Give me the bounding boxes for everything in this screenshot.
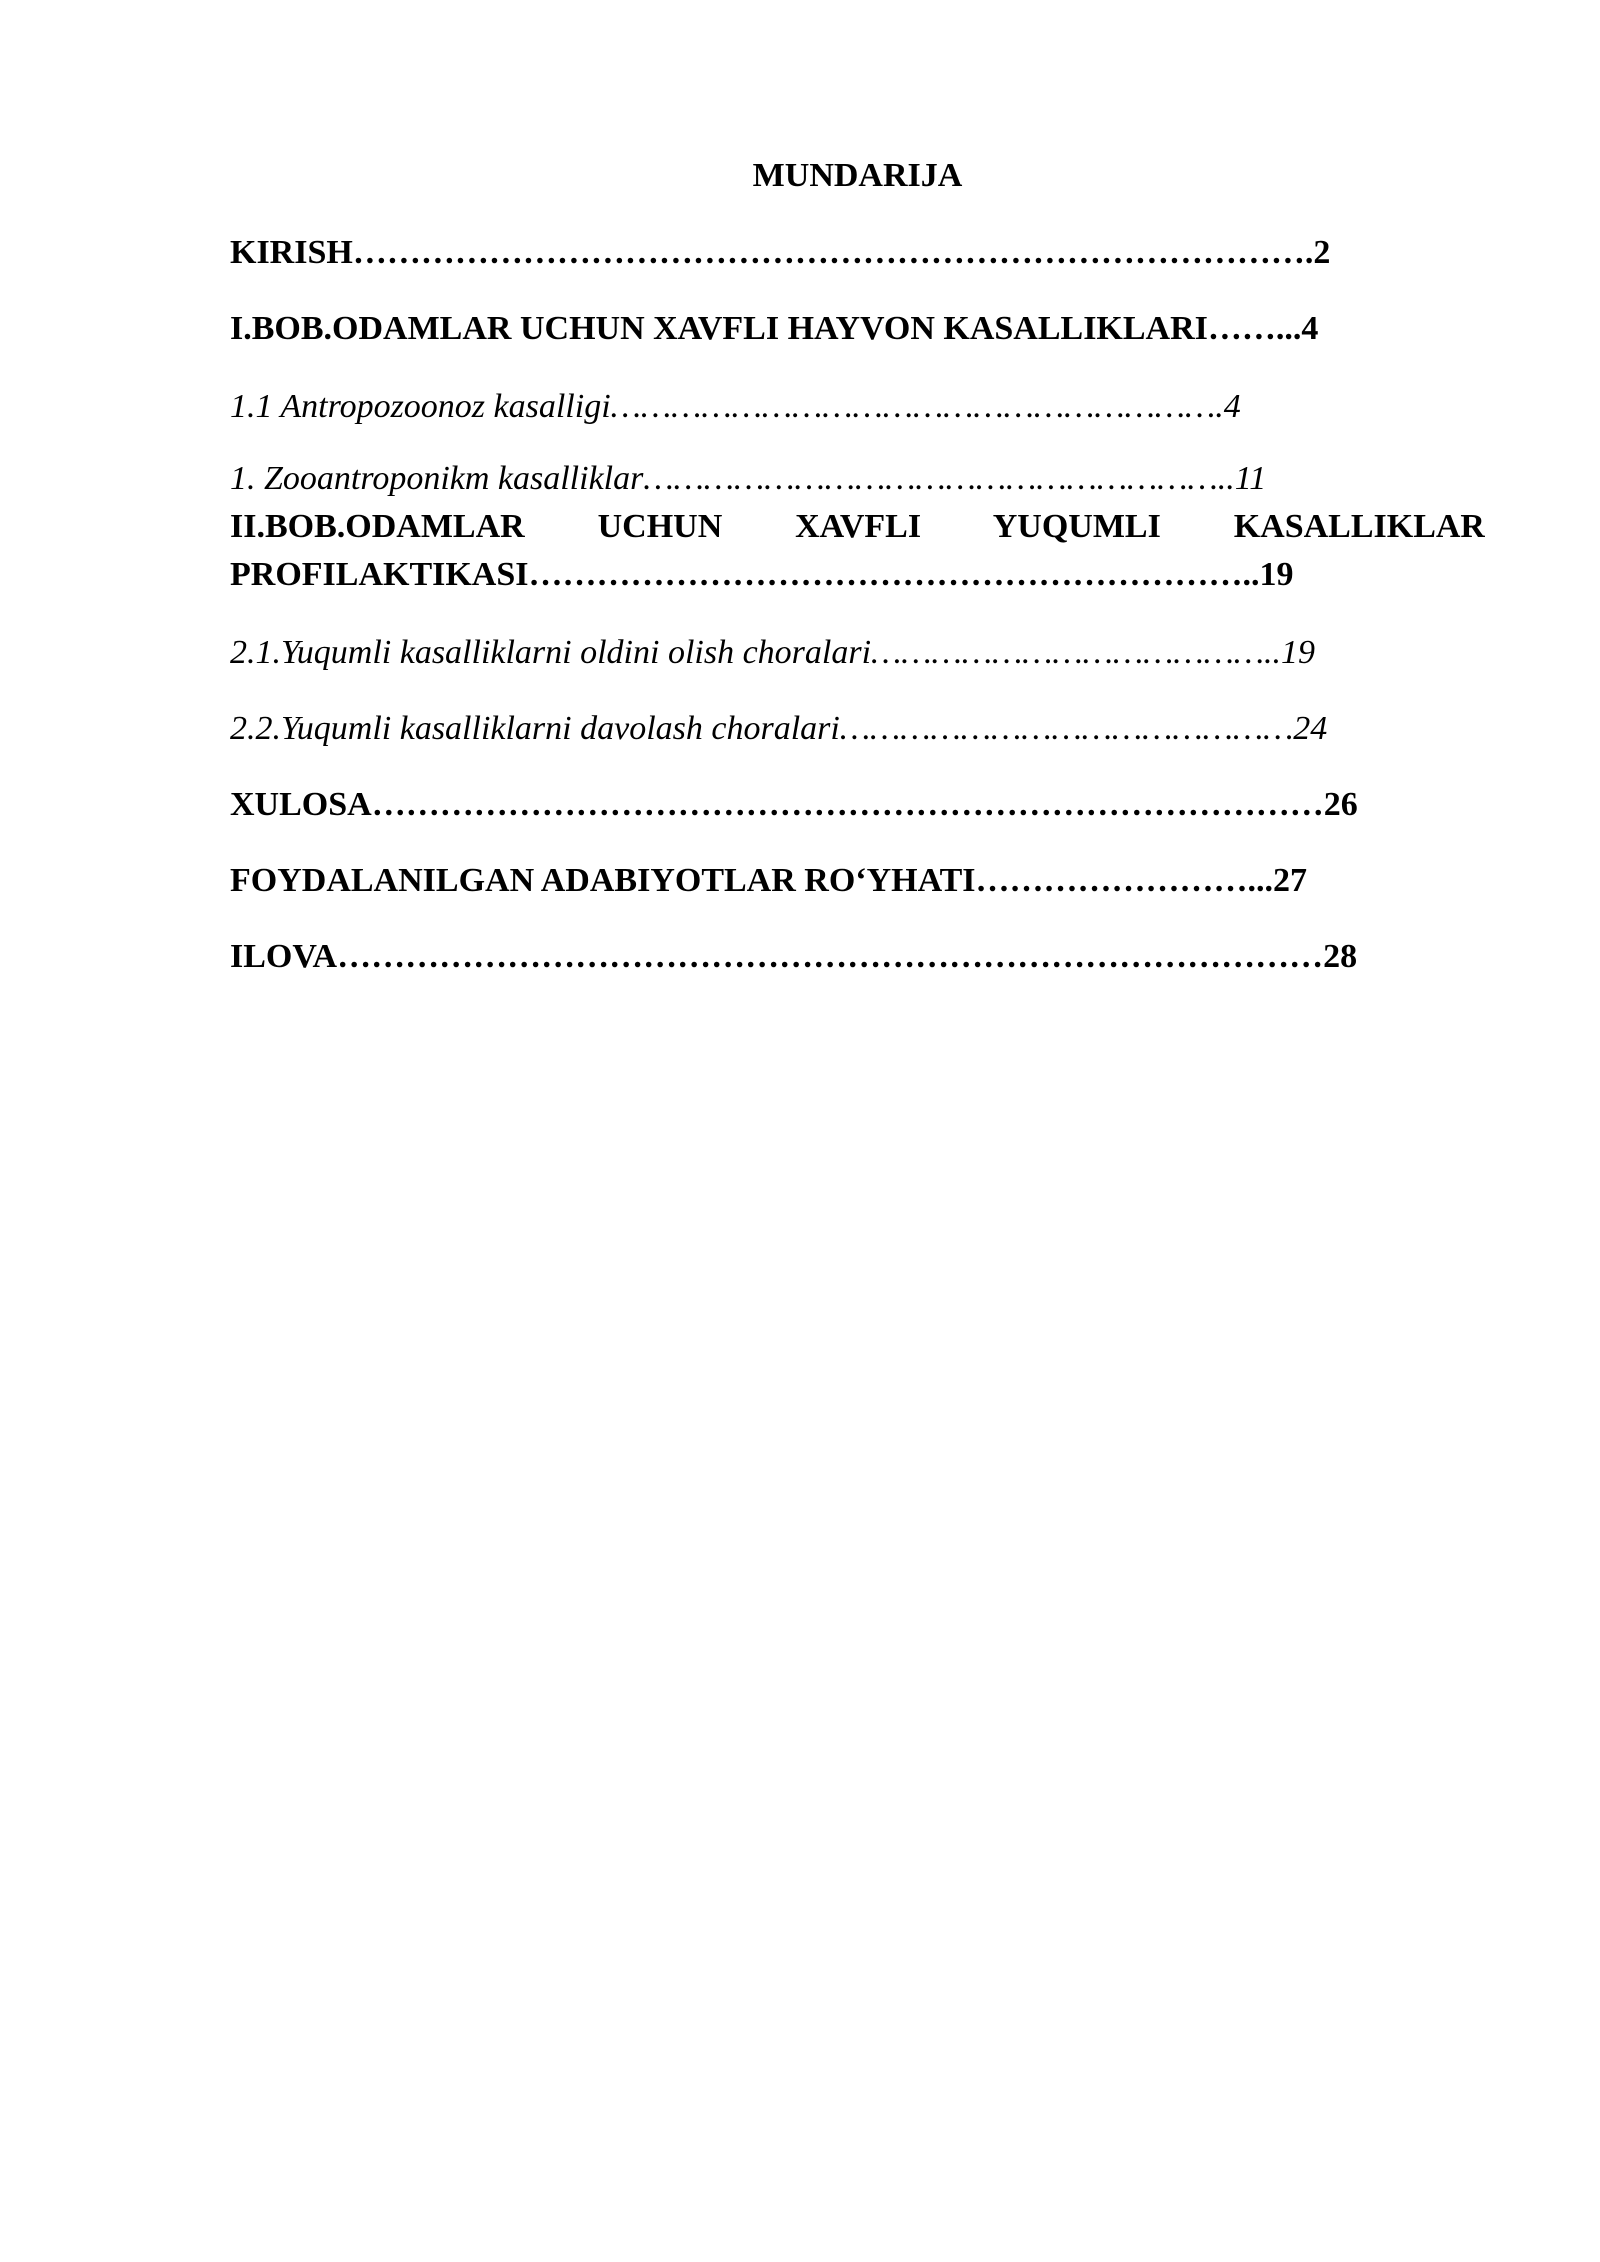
- toc-entry-section-2-2: 2.2.Yuqumli kasalliklarni davolash choralari………………………………………24: [230, 710, 1328, 747]
- toc-entry-references: FOYDALANILGAN ADABIYOTLAR RO‘YHATI……………………...27: [230, 862, 1308, 899]
- toc-entry-section-1-2: 1. Zooantroponikm kasalliklar…………………………………………………..11: [230, 460, 1267, 497]
- toc-entry-section-2-1: 2.1.Yuqumli kasalliklarni oldini olish choralari…………………………………..19: [230, 634, 1316, 671]
- toc-entry-chapter-2-line-2: PROFILAKTIKASI………………………………………………………..19: [230, 556, 1294, 593]
- toc-entry-kirish: KIRISH………………………………………………………………………….2: [230, 234, 1331, 271]
- toc-entry-chapter-2-line-1: II.BOB.ODAMLAR UCHUN XAVFLI YUQUMLI KASALLIKLAR: [230, 508, 1485, 545]
- toc-title: MUNDARIJA: [752, 157, 963, 194]
- toc-entry-section-1-1: 1.1 Antropozoonoz kasalligi…………………………………………………….4: [230, 388, 1241, 425]
- toc-entry-ilova: ILOVA……………………………………………………………………………28: [230, 938, 1358, 975]
- toc-entry-chapter-1: I.BOB.ODAMLAR UCHUN XAVFLI HAYVON KASALLIKLARI……...4: [230, 310, 1319, 347]
- toc-entry-xulosa: XULOSA…………………………………………………………………………26: [230, 786, 1358, 823]
